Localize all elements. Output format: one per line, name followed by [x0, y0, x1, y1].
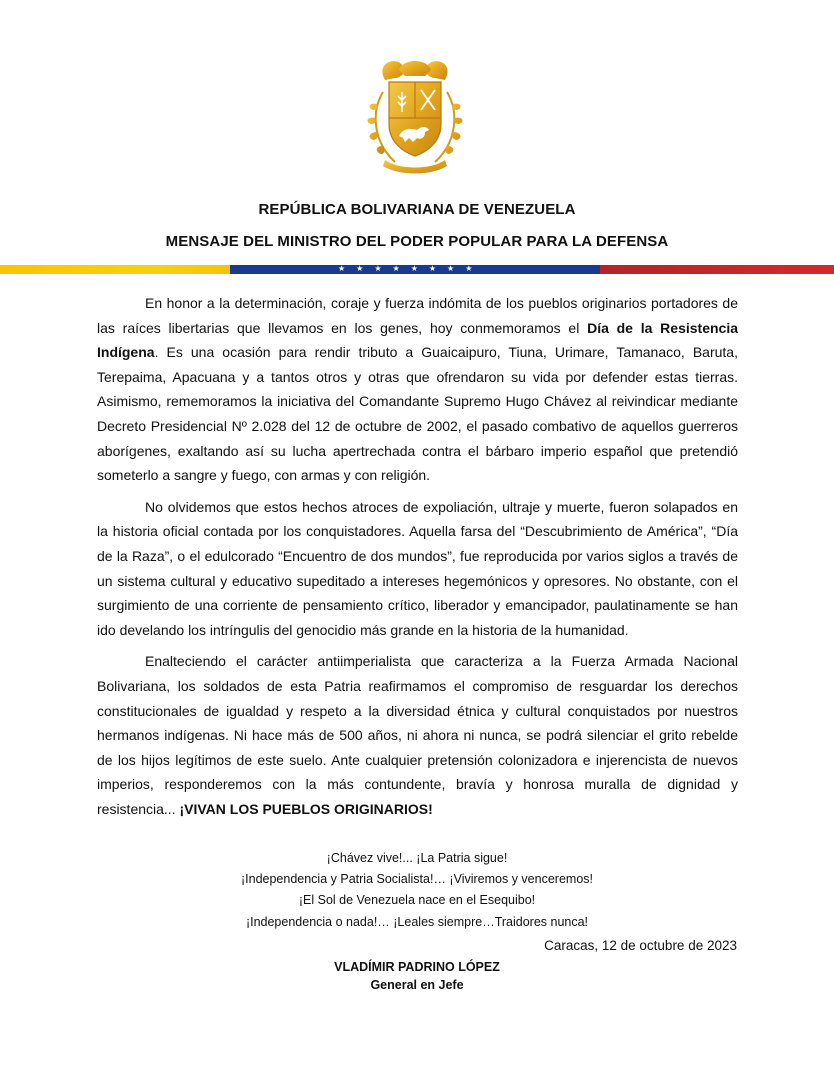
slogan-line: ¡Independencia y Patria Socialista!… ¡Viviremos y venceremos!: [240, 872, 593, 887]
paragraph-1-text-start: En honor a la determinación, coraje y fuerza indómita de los pueblos originarios portadores de las raíces libertarias que llevamos en los genes, hoy conmemoramos el: [97, 295, 738, 336]
paragraph-1-bold: Día de la Resistencia Indígena: [97, 319, 738, 361]
paragraph-3-bold: ¡VIVAN LOS PUEBLOS ORIGINARIOS!: [179, 800, 433, 817]
flag-red-band: [600, 265, 834, 274]
slogan-line: ¡Independencia o nada!… ¡Leales siempre…Traidores nunca!: [245, 914, 589, 929]
paragraph-1-text-end: . Es una ocasión para rendir tributo a Guaicaipuro, Tiuna, Urimare, Tamanaco, Baruta, Terepaima, Apacuana y a tantos otros y otras que ofrendaron su vida por defender estas tierras. Asimismo, rememoramos la iniciativa del Comandante Supremo Hugo Chávez al reivindicar mediante Decreto Presidencial Nº 2.028 del 12 de octubre de 2002, el pasado combativo de aquellos guerreros aborígenes, exaltando así su lucha apertrechada contra el bárbaro imperio español que pretendió someterlo a sangre y fuego, con armas y con religión.: [97, 344, 738, 484]
paragraph-3-text: Enalteciendo el carácter antiimperialista que caracteriza a la Fuerza Armada Nacional Bolivariana, los soldados de esta Patria reafirmamos el compromiso de resguardar los derechos constitucionales de igualdad y respeto a la diversidad étnica y cultural conquistados por nuestros hermanos indígenas. Ni hace más de 500 años, ni ahora ni nunca, se podrá silenciar el grito rebelde de los hijos legítimos de este suelo. Ante cualquier pretensión colonizadora e injerencista de nuevos imperios, responderemos con la más contundente, bravía y honrosa muralla de dignidad y resistencia...: [97, 653, 738, 817]
stars-icon: ★★★★★★★★: [338, 264, 484, 273]
country-heading: REPÚBLICA BOLIVARIANA DE VENEZUELA: [258, 201, 576, 218]
paragraph-2: No olvidemos que estos hechos atroces de expoliación, ultraje y muerte, fueron solapados en la historia oficial contada por los conquistadores. Aquella farsa del “Descubrimiento de América”, “Día de la Raza”, o el edulcorado “Encuentro de dos mundos”, fue reproducida por varios siglos a través de un sistema cultural y educativo supeditado a intereses hegemónicos y opresores. No obstante, con el surgimiento de una corriente de pensamiento crítico, liberador y emancipador, paulatinamente se han ido develando los intríngulis del genocidio más grande en la historia de la humanidad.: [97, 498, 738, 638]
flag-strip: [0, 265, 834, 274]
signatory-rank: General en Jefe: [370, 978, 464, 992]
coat-of-arms-icon: [355, 52, 475, 177]
slogans: [0, 848, 834, 933]
paragraph-1: [97, 291, 738, 488]
flag-blue-band: [230, 265, 600, 274]
signatory-name: VLADÍMIR PADRINO LÓPEZ: [334, 960, 500, 974]
paragraph-3: [97, 649, 738, 821]
slogan-line: ¡Chávez vive!... ¡La Patria sigue!: [326, 851, 508, 865]
message-body: [97, 291, 738, 828]
flag-yellow-band: [0, 265, 230, 274]
slogan-line: ¡El Sol de Venezuela nace en el Esequibo!: [298, 893, 536, 908]
message-subtitle: MENSAJE DEL MINISTRO DEL PODER POPULAR PARA LA DEFENSA: [165, 233, 669, 250]
place-date: Caracas, 12 de octubre de 2023: [544, 938, 737, 953]
